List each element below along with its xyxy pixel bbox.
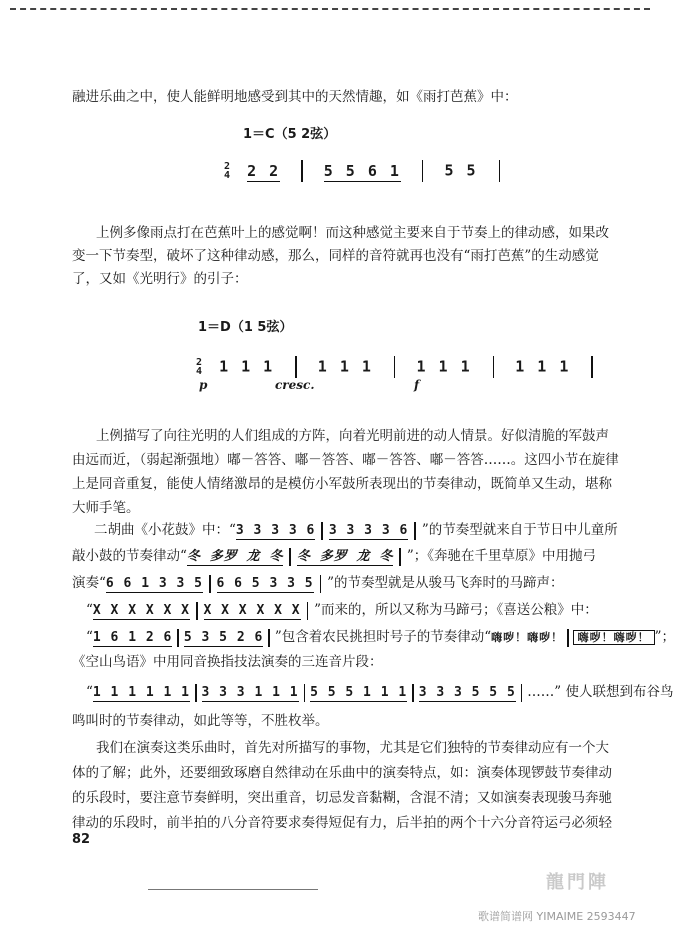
example-2-measure-1: 1 1 1 [219,357,275,376]
page-number: 82 [72,832,91,847]
paragraph-3-line-1: 上例描写了向往光明的人们组成的方阵，向着光明前进的动人情景。好似清脆的军鼓声 [96,428,609,444]
example-2-notation [196,356,603,378]
example-1-notation [224,160,510,182]
work-chant-1: 嗨哕！嗨哕！ [491,631,564,644]
xiaohuagu-notation-2: 3 3 3 3 6 [328,523,409,538]
watermark-logo: 龍門陣 [546,872,609,893]
header-dashed-rule [10,8,650,10]
horse-bow-notation-1: 6 6 1 3 3 5 [105,576,203,591]
paragraph-4-line-3: 演奏“6 6 1 3 3 5 6 6 5 3 3 5 ”的节奏型就是从骏马飞奔时的马蹄声： [72,575,564,591]
example-1-measure-3: 5 5 [444,161,478,180]
paragraph-2-line-2: 变一下节奏型，破坏了这种律动感，那么，同样的音符就再也没有“雨打芭蕉”的生动感觉 [72,248,599,264]
example-2-time-signature: 2 4 [196,357,205,377]
paragraph-3-line-2: 由远而近，（弱起渐强地）嘟－答答、嘟－答答、嘟－答答、嘟－答答……。这四小节在旋律 [72,452,619,468]
triplet-group-2: 3 3 3 1 1 1 [201,685,299,700]
xisonggongliang-notation-1: 1 6 1 2 6 [92,630,173,645]
triplet-group-1: 1 1 1 1 1 1 [92,685,190,700]
xiaohuagu-notation-1: 3 3 3 3 6 [235,523,316,538]
watermark-text: 歌谱简谱网 YIMAIME 2593447 [478,910,636,923]
example-1-measure-1: 2 2 [247,161,281,180]
paragraph-4-line-4: “X X X X X X X X X X X X ”而来的，所以又称为马蹄弓；《喜送公粮》中： [86,602,598,618]
triplet-group-3: 5 5 5 1 1 1 [310,685,408,700]
dynamic-crescendo: cresc. [275,378,315,392]
paragraph-2-line-3: 了，又如《光明行》的引子： [72,271,248,287]
barline [394,356,396,378]
hoof-rhythm-1: X X X X X X [92,603,190,618]
paragraph-5-line-1: 我们在演奏这类乐曲时，首先对所描写的事物，尤其是它们独特的节奏律动应有一个大 [96,740,609,756]
paragraph-5-line-3: 的乐段时，要注意节奏鲜明，突出重音，切忌发音黏糊，含混不清；又如演奏表现骏马奔驰 [72,790,612,806]
paragraph-1-line-1: 融进乐曲之中，使人能鲜明地感受到其中的天然情趣，如《雨打芭蕉》中： [72,89,518,105]
paragraph-4-line-8: 鸣叫时的节奏律动，如此等等，不胜枚举。 [72,713,329,729]
footer-rule [148,889,318,890]
paragraph-4-line-6: 《空山鸟语》中用同音换指技法演奏的三连音片段： [72,654,383,670]
work-chant-2: 嗨哕！嗨哕！ [573,630,655,645]
barline [499,160,501,182]
paragraph-3-line-4: 大师手笔。 [72,500,140,516]
barline [301,160,303,182]
paragraph-4-line-5: “1 6 1 2 6 5 3 5 2 6 ”包含着农民挑担时号子的节奏律动“嗨哕！嗨哕！ 嗨哕！嗨哕！ ”； [86,629,675,645]
dynamic-piano: p [199,378,208,392]
example-2-measure-3: 1 1 1 [416,357,472,376]
example-1-time-signature: 2 4 [224,161,233,181]
hoof-rhythm-2: X X X X X X [203,603,301,618]
paragraph-5-line-4: 律动的乐段时，前半拍的八分音符要求奏得短促有力，后半拍的两个十六分音符运弓必须轻 [72,815,612,831]
paragraph-5-line-2: 体的了解；此外，还要细致琢磨自然律动在乐曲中的演奏特点，如：演奏体现锣鼓节奏律动 [72,765,612,781]
paragraph-4-line-1: 二胡曲《小花鼓》中：“3 3 3 3 6 3 3 3 3 6 ”的节奏型就来自于节日中儿童所 [94,522,618,538]
horse-bow-notation-2: 6 6 5 3 3 5 [216,576,314,591]
barline [493,356,495,378]
paragraph-4-line-2: 敲小鼓的节奏律动“冬 多罗 龙 冬 冬 多罗 龙 冬 ”；《奔驰在千里草原》中用抛弓 [72,548,597,564]
paragraph-3-line-3: 上是同音重复，能使人情绪激昂的是模仿小军鼓所表现出的节奏律动，既简单又生动，堪称 [72,476,612,492]
triplet-group-4: 3 3 3 5 5 5 [418,685,516,700]
example-1-key: 1＝C（5 2弦） [243,127,337,142]
dynamic-forte: f [414,378,420,392]
barline [591,356,593,378]
example-2-measure-4: 1 1 1 [515,357,571,376]
drum-syllables-1: 冬 多罗 龙 冬 [186,549,284,564]
drum-syllables-2: 冬 多罗 龙 冬 [296,549,394,564]
example-1-measure-2: 5 5 6 1 [323,161,401,180]
barline [295,356,297,378]
example-2-measure-2: 1 1 1 [317,357,373,376]
example-2-key: 1＝D（1 5弦） [198,320,293,335]
paragraph-2-line-1: 上例多像雨点打在芭蕉叶上的感觉啊！而这种感觉主要来自于节奏上的律动感，如果改 [96,225,609,241]
barline [422,160,424,182]
paragraph-4-line-7: “1 1 1 1 1 1 3 3 3 1 1 1 5 5 5 1 1 1 3 3 3 5 5 5 ……” 使人联想到布谷鸟 [86,684,674,700]
xisonggongliang-notation-2: 5 3 5 2 6 [183,630,264,645]
